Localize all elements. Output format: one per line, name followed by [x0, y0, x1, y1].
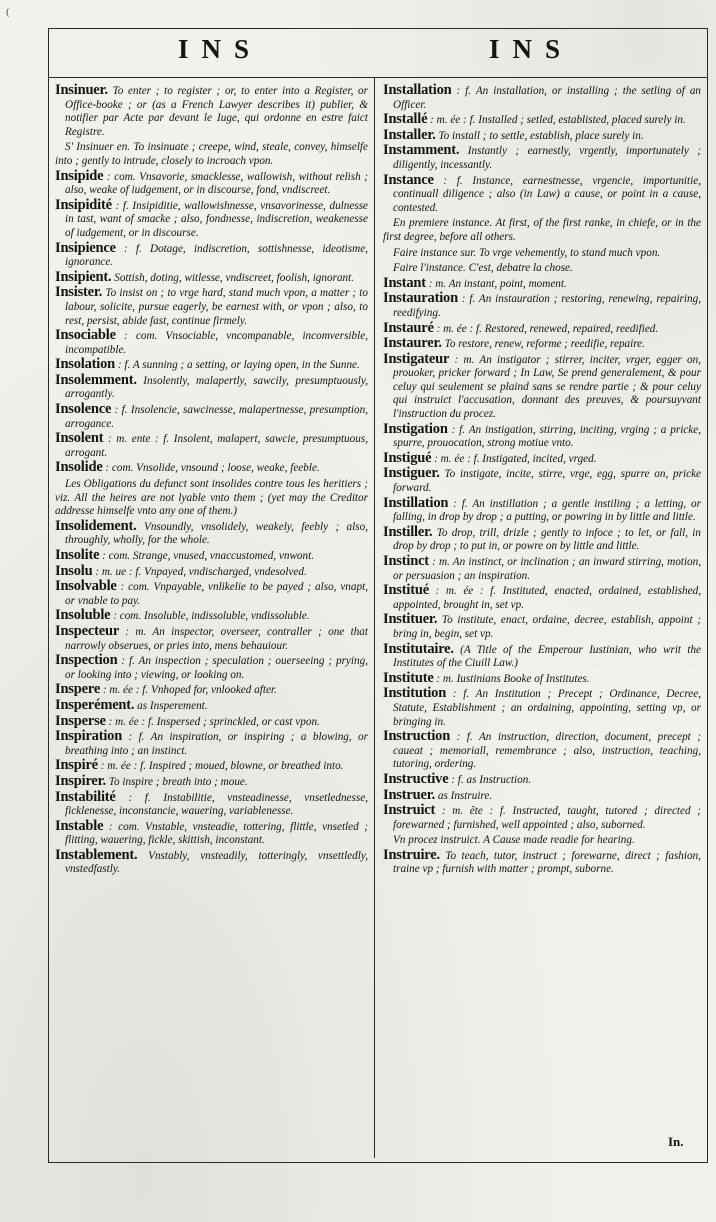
definition: : f. An inspiration, or inspiring ; a blowing, or breathing into ; an instinct. [65, 731, 369, 757]
definition: as Instruire. [437, 789, 493, 802]
definition: : com. Strange, vnused, vnaccustomed, vnwont. [102, 550, 315, 562]
dictionary-entry [383, 846, 701, 877]
headword: Insipidité [55, 196, 112, 213]
dictionary-entry [55, 329, 368, 357]
definition: : m. An instinct, or inclination ; an inward stirring, motion, or persuasion ; an inspiration. [393, 556, 702, 582]
definition: : f. Insipiditie, wallowishnesse, vnsavorinesse, dulnesse in tast, want of smacke ; also, fondnesse, indiscretion, weakenesse of iudgement, or in discourse. [65, 199, 369, 239]
definition: : m. ée : f. Vnhoped for, vnlooked after. [102, 684, 277, 697]
dictionary-entry [55, 403, 368, 431]
headword: Insinuer. [55, 82, 108, 98]
headword: Instruict [383, 802, 436, 819]
headword: Instant [383, 274, 426, 291]
definition: To drop, trill, drizle ; gently to infoce ; to let, or fall, in drop by drop ; to put in, or powre on by little and little. [393, 526, 702, 553]
dictionary-entry [55, 562, 368, 580]
definition: Les Obligations du defunct sont insolides contre tous les heritiers ; viz. All the heires are not lyable vnto them ; (yet may the Creditor addresse himselfe vnto any one of them.) [55, 478, 368, 518]
definition: : f. Instabilitie, vnsteadinesse, vnsetlednesse, ficklenesse, inconstancie, wauering, variablenesse. [65, 791, 368, 818]
headword: Institute [383, 669, 434, 686]
dictionary-entry [383, 730, 701, 772]
definition: : com. Vnpayable, vnlikelie to be payed ; also, vnapt, or vnable to pay. [65, 581, 368, 607]
definition: : m. ée : f. Inspersed ; sprinckled, or cast vpon. [108, 715, 320, 728]
headword: Insipient. [55, 268, 112, 285]
definition: : f. Dotage, indiscretion, sottishnesse, ideotisme, ignorance. [65, 242, 368, 269]
definition: Faire l'instance. C'est, debatre la chose. [393, 262, 573, 275]
dictionary-entry [55, 696, 368, 714]
headword: Insolide [55, 459, 103, 476]
headword: Inspection [55, 652, 118, 669]
headword: Inspiration [55, 728, 123, 745]
headword: Insociable [55, 327, 116, 344]
definition: : m. ée : f. Instituted, enacted, ordained, established, appointed, brought in, set vp. [393, 585, 701, 611]
headword: Inspecteur [55, 622, 120, 639]
definition: : m. An instigator ; stirrer, inciter, vrger, egger on, prouoker, pricker forward ; In Law, Se prend generalement, & pour celuy qui seulement se plaind sans se rendre partie ; & pour celuy qui instruict l'accusation, donnant des preuves, & poursuyvant l'instruction du procez. [393, 353, 701, 421]
dictionary-entry [55, 817, 368, 848]
definition: : f. Instance, earnestnesse, vrgencie, importunitie, continuall diligence ; also (in Law) a cause, or point in a cause, contested. [393, 174, 701, 214]
right-column [383, 84, 701, 878]
headword: Insolu [55, 562, 93, 579]
definition: : f. An instillation ; a gentle instiling ; a letting, or falling, in drop by drop ; a putting, or powring in by little and little. [393, 497, 702, 524]
dictionary-entry [383, 669, 701, 687]
definition: To insist on ; to vrge hard, stand much vpon, a matter ; to labour, solicite, pursue eagerly, be earnest with, or vpon ; also, to rest, persist, abide fast, continue firmely. [65, 287, 368, 327]
dictionary-entry [383, 467, 701, 495]
definition: To inspire ; breath into ; moue. [108, 775, 248, 788]
definition: : f. An instauration ; restoring, renewing, repairing, reedifying. [393, 293, 702, 319]
dictionary-entry [383, 171, 701, 216]
headword: Instiguer. [383, 465, 440, 482]
headword: Installer. [383, 126, 436, 143]
definition: Vnsoundly, vnsolidely, weakely, feebly ; also, throughly, wholly, for the whole. [65, 520, 369, 547]
dictionary-entry [55, 371, 369, 402]
definition: : m. An instant, point, moment. [428, 277, 567, 290]
dictionary-entry [55, 654, 368, 682]
dictionary-entry [383, 640, 701, 671]
definition: : f. A sunning ; a setting, or laying open, in the Sunne. [117, 359, 360, 372]
headword: Inspiré [55, 757, 98, 774]
definition: Faire instance sur. To vrge vehemently, to stand much vpon. [393, 246, 661, 259]
definition: Vn procez instruict. A Cause made readie for hearing. [393, 834, 635, 847]
definition: : com. Insoluble, indissoluble, vndissoluble. [113, 610, 310, 623]
definition: : f. An inspection ; speculation ; ouerseeing ; prying, or looking into ; viewing, or looking on. [65, 655, 368, 681]
definition: : m. ête : f. Instructed, taught, tutored ; directed ; forewarned ; furnished, well appointed ; also, suborned. [393, 805, 702, 831]
dictionary-entry [383, 449, 701, 467]
headword: Inspere [55, 681, 101, 698]
headword: Insolvable [55, 578, 117, 595]
headword: Instaurer. [383, 335, 442, 352]
definition: : m. An inspector, overseer, contraller ; one that narrowly obserues, or pries into, mens behauiour. [65, 625, 368, 652]
headword: Instinct [383, 553, 429, 569]
definition: : com. Vnsolide, vnsound ; loose, weake, feeble. [105, 462, 320, 475]
headword: Installé [383, 111, 428, 128]
dictionary-entry [55, 358, 368, 373]
definition: : m. ée : f. Restored, renewed, repaired, reedified. [436, 322, 659, 335]
dictionary-entry [383, 613, 701, 641]
dictionary-entry [55, 712, 368, 730]
headword: Instamment. [383, 142, 460, 159]
definition: To teach, tutor, instruct ; forewarne, direct ; fashion, traine vp ; furnish with matter ; prompt, suborne. [393, 849, 701, 876]
definition: To institute, enact, ordaine, decree, establish, appoint ; bring in, begin, set vp. [393, 614, 701, 640]
dictionary-entry [55, 846, 368, 877]
definition: : com. Vnsociable, vncompanable, incomversible, incompatible. [65, 330, 369, 356]
running-head-left: INS [178, 34, 263, 64]
headword: Instabilité [55, 788, 116, 805]
definition: : f. Insolencie, sawcinesse, malapertnesse, presumption, arrogance. [65, 404, 368, 430]
dictionary-entry [383, 833, 701, 848]
dictionary-entry [55, 788, 368, 819]
dictionary-entry [55, 759, 368, 774]
definition: S' Insinuer en. To insinuate ; creepe, wind, steale, convey, himselfe into ; gently to intrude, closely to incroach vpon. [55, 141, 368, 167]
running-header [48, 28, 708, 78]
dictionary-entry [383, 126, 701, 144]
dictionary-entry [383, 261, 701, 276]
definition: : m. ue : f. Vnpayed, vndischarged, vndesolved. [95, 565, 307, 578]
headword: Insolation [55, 356, 116, 373]
definition: : f. An Institution ; Precept ; Ordinance, Decree, Statute, Establishment ; an ordaining, appointing, setting vp, or bringing in. [393, 688, 702, 728]
headword: Instructive [383, 770, 449, 787]
dictionary-entry [383, 555, 701, 583]
definition: Insolently, malapertly, sawcily, presumptuously, arrogantly. [65, 374, 369, 401]
dictionary-entry [55, 196, 369, 241]
headword: Insolemment. [55, 371, 137, 388]
definition: To restore, renew, reforme ; reedifie, repaire. [444, 338, 645, 351]
definition: : m. ée : f. Inspired ; moued, blowne, or breathed into. [100, 760, 344, 773]
definition: : com. Vnsavorie, smacklesse, wallowish, without relish ; also, weake of iudgement, or in discourse, fond, vndiscreet. [65, 170, 368, 197]
dictionary-entry [55, 730, 368, 758]
headword: Institué [383, 582, 429, 599]
dictionary-entry [55, 477, 368, 519]
dictionary-entry [55, 772, 368, 790]
dictionary-entry [55, 580, 368, 608]
dictionary-entry [383, 144, 701, 172]
definition: : m. ée : f. Installed ; setled, establisted, placed surely in. [430, 114, 686, 127]
dictionary-entry [55, 461, 368, 476]
dictionary-entry [55, 268, 368, 286]
definition: : m. ente : f. Insolent, malapert, sawcie, presumptuous, arrogant. [65, 433, 368, 459]
dictionary-entry [383, 319, 701, 337]
dictionary-entry [383, 687, 701, 729]
headword: Insipide [55, 167, 104, 184]
dictionary-entry [383, 274, 701, 292]
dictionary-entry [383, 804, 701, 832]
definition: : f. as Instruction. [451, 773, 532, 786]
headword: Insolidement. [55, 517, 137, 534]
definition: Sottish, doting, witlesse, vndiscreet, foolish, ignorant. [114, 271, 355, 284]
headword: Instruction [383, 728, 451, 745]
definition: : f. An installation, or installing ; the setling of an Officer. [393, 85, 702, 111]
dictionary-entry [383, 292, 701, 320]
definition: : com. Vnstable, vnsteadie, tottering, flittle, vnsetled ; flitting, wauering, fickle, skittish, inconstant. [65, 820, 368, 847]
dictionary-entry [55, 167, 368, 198]
dictionary-entry [383, 113, 701, 128]
catchword: In. [668, 1134, 684, 1149]
definition: (A Title of the Emperour Iustinian, who writ the Institutes of the Ciuill Law.) [393, 643, 701, 670]
definition: To instigate, incite, stirre, vrge, egg, spurre on, pricke forward. [393, 468, 701, 495]
column-divider [374, 78, 375, 1158]
dictionary-entry [55, 239, 368, 270]
definition: : f. An instruction, direction, document, precept ; caueat ; memoriall, remembrance ; also, instruction, teaching, tutoring, ordering. [393, 731, 701, 771]
dictionary-entry [55, 622, 368, 653]
headword: Institutaire. [383, 640, 454, 657]
dictionary-entry [383, 216, 701, 244]
dictionary-entry [55, 286, 368, 328]
dictionary-entry [383, 350, 701, 422]
headword: Inspirer. [55, 772, 106, 789]
headword: Instablement. [55, 846, 138, 863]
dictionary-entry [383, 523, 702, 554]
headword: Instigateur [383, 350, 450, 367]
headword: Insipience [55, 239, 116, 256]
dictionary-entry [55, 517, 369, 548]
headword: Instauration [383, 290, 458, 307]
headword: Insoluble [55, 607, 111, 624]
dictionary-entry [383, 770, 701, 788]
headword: Instigation [383, 420, 448, 437]
dictionary-entry [55, 683, 368, 698]
dictionary-entry [383, 494, 702, 525]
headword: Instillation [383, 494, 449, 511]
left-column [55, 84, 368, 878]
definition: En premiere instance. At first, of the first ranke, in chiefe, or in the first degree, before all others. [383, 217, 701, 243]
headword: Instance [383, 171, 434, 188]
headword: Insolite [55, 547, 100, 563]
headword: Instituer. [383, 611, 438, 628]
headword: Insperse [55, 712, 106, 729]
dictionary-entry [55, 609, 368, 624]
dictionary-entry [55, 549, 368, 564]
dictionary-entry [383, 84, 701, 112]
margin-mark: ( [6, 6, 10, 18]
dictionary-entry [383, 786, 701, 804]
definition: : m. ée : f. Instigated, incited, vrged. [434, 452, 597, 465]
definition: To install ; to settle, establish, place surely in. [438, 129, 644, 142]
headword: Installation [383, 82, 452, 98]
definition: Vnstably, vnsteadily, totteringly, vnsettledly, vnstedfastly. [65, 849, 368, 876]
definition: : m. Iustinians Booke of Institutes. [436, 672, 590, 685]
dictionary-entry [383, 337, 701, 352]
dictionary-entry [55, 84, 368, 139]
dictionary-entry [55, 140, 368, 168]
headword: Insperément. [55, 696, 135, 713]
headword: Instruer. [383, 786, 436, 803]
headword: Instiller. [383, 523, 433, 540]
dictionary-entry [383, 584, 701, 612]
headword: Instauré [383, 319, 434, 336]
dictionary-entry [55, 432, 368, 460]
headword: Instruire. [383, 846, 440, 863]
definition: To enter ; to register ; or, to enter into a Register, or Office-booke ; or (as a French Lawyer describes it) publier, & notifier par Acte par devant le Iuge, qui ordonne en estre faict Registre. [65, 85, 369, 138]
headword: Institution [383, 685, 447, 702]
dictionary-entry [383, 246, 701, 261]
headword: Instable [55, 817, 104, 834]
headword: Insolence [55, 401, 112, 418]
running-head-right: INS [489, 34, 574, 64]
headword: Insister. [55, 284, 103, 301]
headword: Instigué [383, 449, 432, 466]
definition: as Insperement. [137, 699, 208, 712]
definition: Instantly ; earnestly, vrgently, importunately ; diligently, incessantly. [393, 145, 701, 171]
headword: Insolent [55, 430, 104, 447]
dictionary-entry [383, 420, 701, 451]
definition: : f. An instigation, stirring, inciting, vrging ; a pricke, spurre, prouocation, strong motiue vnto. [393, 423, 701, 450]
